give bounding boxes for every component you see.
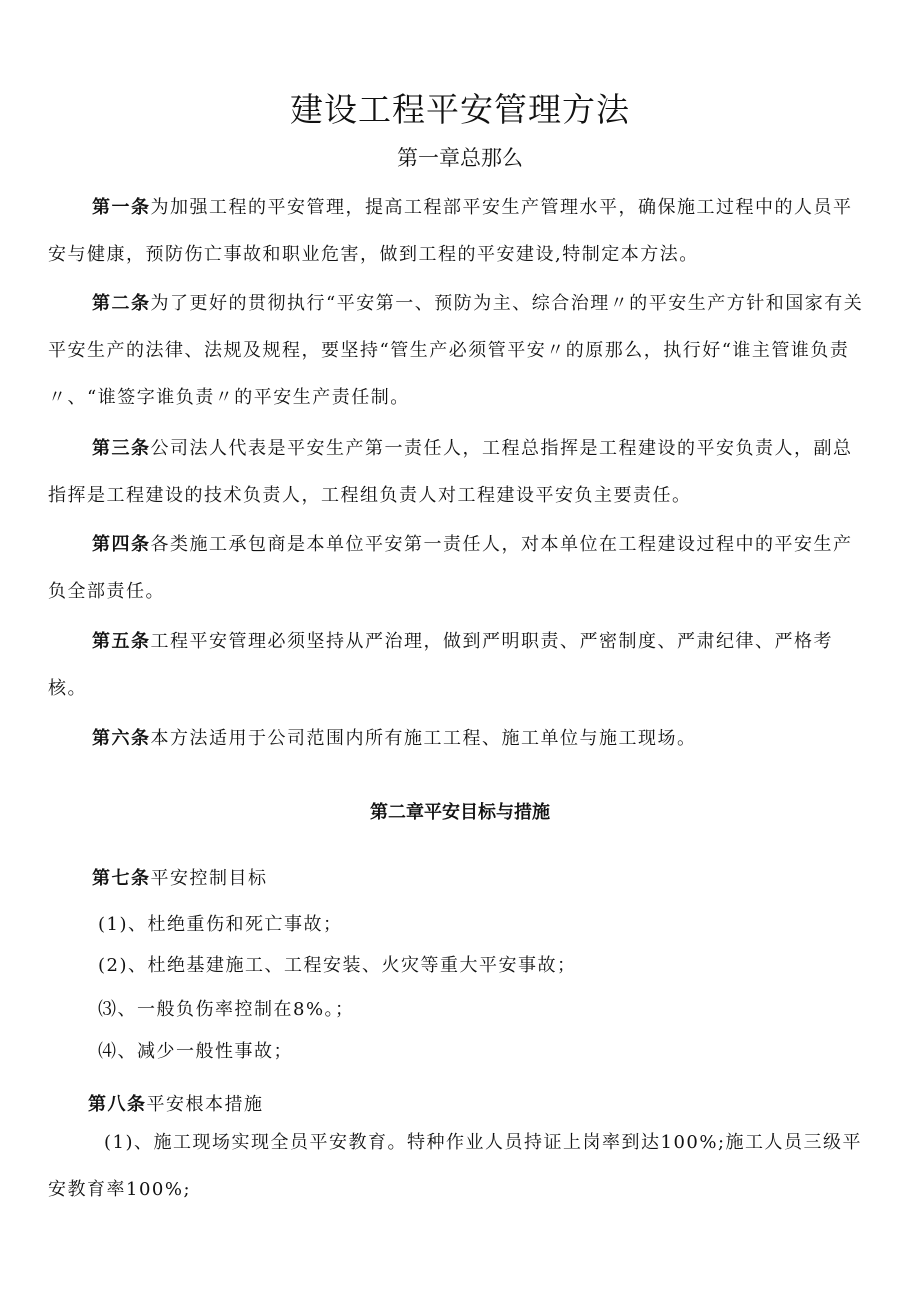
article-label: 第七条 [92, 868, 151, 889]
article-text: 本方法适用于公司范围内所有施工工程、施工单位与施工现场。 [150, 728, 697, 749]
chapter-1-title: 第一章总那么 [397, 146, 523, 170]
article-7 [92, 865, 268, 893]
article-label: 第二条 [92, 293, 151, 314]
article-text: 工程平安管理必须坚持从严治理，做到严明职责、严密制度、严肃纪律、严格考核。 [48, 631, 833, 699]
article-text: 为加强工程的平安管理，提高工程部平安生产管理水平，确保施工过程中的人员平安与健康，预防伤亡事故和职业危害，做到工程的平安建设,特制定本方法。 [48, 197, 853, 265]
article-label: 第八条 [88, 1094, 147, 1115]
article-5 [48, 618, 864, 712]
chapter-2-title: 第二章平安目标与措施 [370, 802, 550, 823]
article-label: 第四条 [92, 534, 151, 555]
target-item-4: ⑷、减少一般性事故； [98, 1041, 293, 1062]
article-6 [48, 715, 864, 762]
article-label: 第三条 [92, 438, 151, 459]
target-item-1: (1)、杜绝重伤和死亡事故； [98, 914, 343, 935]
article-label: 第一条 [92, 197, 151, 218]
article-4 [48, 521, 864, 615]
article-text: 公司法人代表是平安生产第一责任人，工程总指挥是工程建设的平安负责人，副总指挥是工程建设的技术负责人，工程组负责人对工程建设平安负主要责任。 [48, 438, 853, 506]
article-3 [48, 425, 864, 519]
article-text: 各类施工承包商是本单位平安第一责任人，对本单位在工程建设过程中的平安生产负全部责任。 [48, 534, 853, 602]
article-text: 为了更好的贯彻执行“平安第一、预防为主、综合治理〃的平安生产方针和国家有关平安生产的法律、法规及规程，要坚持“管生产必须管平安〃的原那么，执行好“谁主管谁负责〃、“谁签字谁负责〃的平安生产责任制。 [48, 293, 864, 408]
article-8 [88, 1091, 264, 1119]
article-label: 第五条 [92, 631, 151, 652]
measure-item-1: (1)、施工现场实现全员平安教育。特种作业人员持证上岗率到达100%;施工人员三级平安教育率100%; [48, 1132, 863, 1200]
article-text: 平安控制目标 [150, 868, 268, 889]
article-label: 第六条 [92, 728, 151, 749]
document-title: 建设工程平安管理方法 [290, 90, 630, 129]
article-2 [48, 280, 864, 421]
target-item-3: ⑶、一般负伤率控制在8%。； [98, 999, 355, 1020]
target-item-2: (2)、杜绝基建施工、工程安装、火灾等重大平安事故； [98, 955, 577, 976]
article-text: 平安根本措施 [146, 1094, 264, 1115]
article-1 [48, 184, 864, 278]
